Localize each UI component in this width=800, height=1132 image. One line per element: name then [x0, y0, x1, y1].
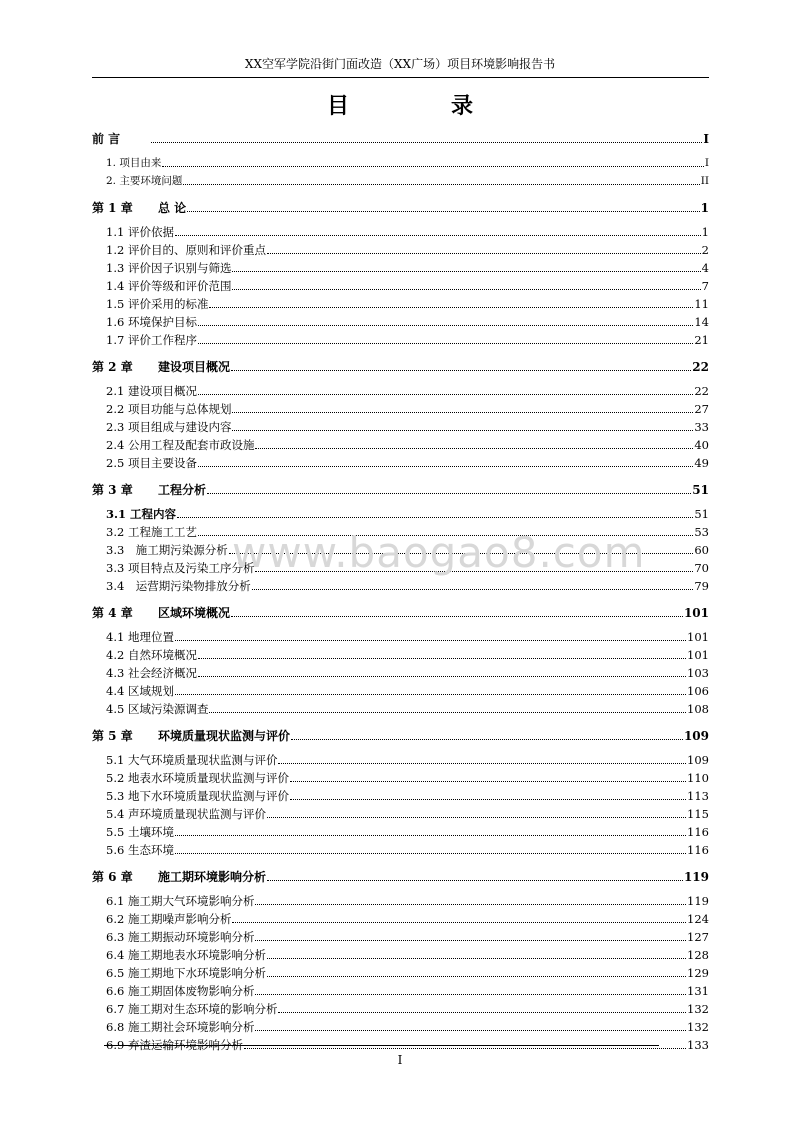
toc-entry-label [106, 456, 197, 470]
toc-entry-number: 5.4 声环境质量现状监测与评价 [106, 807, 266, 821]
toc-entry-label [106, 579, 251, 593]
toc-entry-number: 3.1 工程内容 [106, 507, 177, 521]
toc-entry-label [106, 297, 208, 311]
toc-entry-number: 2. 主要环境问题 [106, 175, 183, 187]
dot-leader [255, 447, 693, 449]
dot-leader [229, 552, 694, 554]
toc-section-entry[interactable] [92, 928, 709, 944]
toc-entry-label [106, 702, 208, 716]
toc-page-number: 22 [692, 360, 709, 374]
toc-entry-label [106, 438, 254, 452]
dot-leader [291, 738, 683, 740]
toc-page-number: 4 [701, 261, 709, 275]
toc-entry-number: 第 4 章 [92, 606, 133, 620]
toc-page-number: 108 [687, 702, 709, 716]
toc-page-number: 49 [694, 456, 709, 470]
toc-page-number: 132 [687, 1020, 709, 1034]
dot-leader [244, 1047, 686, 1049]
toc-page-number: 51 [694, 507, 709, 521]
toc-entry-label [106, 225, 174, 239]
toc-entry-number: 4.5 区域污染源调查 [106, 702, 209, 716]
toc-entry-title: 工程分析 [158, 483, 207, 497]
toc-section-entry[interactable] [92, 751, 709, 767]
toc-entry-number: 前 言 [92, 132, 121, 146]
dot-leader [209, 711, 686, 713]
toc-entry-label [106, 912, 231, 926]
toc-entry-number: 5.3 地下水环境质量现状监测与评价 [106, 789, 289, 803]
running-header: XX空军学院沿街门面改造（XX广场）项目环境影响报告书 [244, 57, 556, 71]
toc-entry-number: 1.1 评价依据 [106, 225, 174, 239]
dot-leader [198, 324, 693, 326]
toc-entry-title: 环境质量现状监测与评价 [158, 729, 291, 743]
watermark: www.baogao8.com [232, 528, 646, 577]
toc-page-number: 132 [687, 1002, 709, 1016]
toc-entry-number: 6.4 施工期地表水环境影响分析 [106, 948, 266, 962]
toc-page-number: 27 [694, 402, 709, 416]
toc-entry-number: 4.3 社会经济概况 [106, 666, 197, 680]
toc-page-number: 106 [687, 684, 709, 698]
toc-entry-label [106, 930, 254, 944]
dot-leader [198, 342, 693, 344]
toc-entry-label [106, 771, 289, 785]
toc-entry-number: 6.5 施工期地下水环境影响分析 [106, 966, 266, 980]
toc-chapter-entry[interactable] [92, 199, 709, 215]
dot-leader [232, 270, 700, 272]
toc-page-number: 22 [694, 384, 709, 398]
toc-entry-label [106, 807, 266, 821]
toc-page-number: 116 [687, 843, 709, 857]
toc-page-number: I [703, 132, 709, 146]
toc-page-number: 116 [687, 825, 709, 839]
toc-page-number: 2 [701, 243, 709, 257]
toc-section-entry[interactable] [92, 382, 709, 398]
dot-leader [267, 879, 683, 881]
dot-leader [175, 693, 686, 695]
toc-entry-number: 4.1 地理位置 [106, 630, 174, 644]
toc-entry-number: 第 1 章 [92, 201, 133, 215]
toc-entry-number: 2.3 项目组成与建设内容 [106, 420, 232, 434]
toc-entry-number: 1.4 评价等级和评价范围 [106, 279, 232, 293]
toc-entry-label [106, 894, 254, 908]
toc-page-number: 14 [694, 315, 709, 329]
dot-leader [151, 141, 702, 143]
toc-section-entry[interactable] [92, 628, 709, 644]
toc-entry-number: 5.1 大气环境质量现状监测与评价 [106, 753, 278, 767]
toc-entry-label [106, 333, 197, 347]
toc-section-entry[interactable] [92, 787, 709, 803]
dot-leader [255, 939, 686, 941]
toc-section-entry[interactable] [92, 964, 709, 980]
toc-entry-label [106, 384, 197, 398]
toc-entry-label [106, 1002, 277, 1016]
toc-entry-number: 2.1 建设项目概况 [106, 384, 197, 398]
toc-entry-number: 3.2 工程施工工艺 [106, 525, 197, 539]
toc-entry-label [92, 870, 266, 884]
toc-page-number: 101 [683, 606, 709, 620]
toc-entry-label [92, 606, 230, 620]
toc-entry-label [92, 132, 150, 146]
toc-entry-number: 1.6 环境保护目标 [106, 315, 197, 329]
dot-leader [198, 393, 693, 395]
toc-page-number: 79 [694, 579, 709, 593]
toc-section-entry[interactable] [92, 400, 709, 416]
toc-section-entry[interactable] [92, 664, 709, 680]
toc-section-entry[interactable] [92, 277, 709, 293]
toc-chapter-entry[interactable] [92, 868, 709, 884]
toc-entry-label [106, 507, 176, 521]
dot-leader [198, 465, 693, 467]
toc-entry-number: 2.2 项目功能与总体规划 [106, 402, 232, 416]
toc-section-entry[interactable] [92, 295, 709, 311]
toc-entry-label [106, 684, 174, 698]
toc-section-entry[interactable] [92, 1036, 709, 1052]
toc-page-number: 101 [687, 630, 709, 644]
toc-entry-label [106, 753, 277, 767]
toc-page-number: 101 [687, 648, 709, 662]
toc-entry-number: 5.6 生态环境 [106, 843, 174, 857]
toc-section-entry[interactable] [92, 982, 709, 998]
dot-leader [290, 798, 686, 800]
toc-section-entry[interactable] [92, 682, 709, 698]
dot-leader [278, 1011, 686, 1013]
toc-section-entry[interactable] [92, 910, 709, 926]
toc-page-number: 133 [687, 1038, 709, 1052]
toc-entry-number: 2.4 公用工程及配套市政设施 [106, 438, 255, 452]
page-number: I [397, 1053, 403, 1067]
toc-page-number: II [700, 175, 709, 187]
toc-entry-label [106, 174, 182, 188]
dot-leader [175, 234, 701, 236]
toc-entry-number: 1.5 评价采用的标准 [106, 297, 209, 311]
toc-page-number: 124 [687, 912, 709, 926]
toc-section-entry[interactable] [92, 841, 709, 857]
dot-leader [231, 615, 683, 617]
dot-leader [232, 411, 693, 413]
toc-entry-label [92, 483, 206, 497]
toc-page-number: 60 [694, 543, 709, 557]
toc-entry-number: 第 5 章 [92, 729, 133, 743]
toc-page-number: 131 [687, 984, 709, 998]
toc-page-number: 119 [683, 870, 709, 884]
dot-leader [183, 183, 699, 185]
toc-section-entry[interactable] [92, 454, 709, 470]
toc-entry-label [106, 525, 197, 539]
toc-entry-label [106, 156, 161, 170]
toc-entry-number: 2.5 项目主要设备 [106, 456, 197, 470]
toc-section-entry[interactable] [92, 700, 709, 716]
toc-section-entry[interactable] [92, 559, 709, 575]
toc-page-number: 1 [700, 201, 709, 215]
toc-entry-label [106, 1020, 254, 1034]
toc-entry-label [106, 561, 254, 575]
toc-entry-label [106, 948, 266, 962]
toc-entry-title: 建设项目概况 [158, 360, 231, 374]
toc-entry-number: 1. 项目由来 [106, 157, 162, 169]
dot-leader [198, 675, 686, 677]
toc-entry-number: 3.3 项目特点及污染工序分析 [106, 561, 255, 575]
toc-entry-label [106, 966, 266, 980]
dot-leader [278, 762, 686, 764]
toc-section-entry[interactable] [92, 172, 709, 188]
toc-section-entry[interactable] [92, 154, 709, 170]
toc-chapter-entry[interactable] [92, 727, 709, 743]
toc-entry-label [92, 201, 186, 215]
toc-entry-number: 4.2 自然环境概况 [106, 648, 197, 662]
dot-leader [231, 369, 691, 371]
toc-page-number: I [704, 157, 709, 169]
toc-entry-number: 6.1 施工期大气环境影响分析 [106, 894, 255, 908]
toc-entry-number: 第 2 章 [92, 360, 133, 374]
toc-section-entry[interactable] [92, 769, 709, 785]
toc-page-number: 109 [683, 729, 709, 743]
dot-leader [290, 780, 686, 782]
toc-section-entry[interactable] [92, 331, 709, 347]
toc-section-entry[interactable] [92, 541, 709, 557]
toc-entry-label [106, 315, 197, 329]
toc-entry-title: 施工期环境影响分析 [158, 870, 267, 884]
dot-leader [198, 534, 693, 536]
dot-leader [207, 492, 691, 494]
toc-entry-label [106, 789, 289, 803]
toc-heading: 目 录 [326, 93, 513, 119]
toc-chapter-entry[interactable] [92, 604, 709, 620]
dot-leader [187, 210, 699, 212]
toc-entry-label [106, 279, 231, 293]
toc-entry-number: 5.5 土壤环境 [106, 825, 174, 839]
toc-section-entry[interactable] [92, 418, 709, 434]
toc-entry-label [106, 420, 231, 434]
toc-entry-label [92, 360, 230, 374]
toc-entry-label [106, 630, 174, 644]
dot-leader [232, 288, 700, 290]
toc-entry-number: 6.3 施工期振动环境影响分析 [106, 930, 255, 944]
toc-entry-label [106, 402, 231, 416]
toc-entry-number: 3.4 运营期污染物排放分析 [106, 579, 251, 593]
toc-entry-number: 5.2 地表水环境质量现状监测与评价 [106, 771, 289, 785]
toc-entry-number: 第 3 章 [92, 483, 133, 497]
dot-leader [198, 657, 686, 659]
dot-leader [175, 852, 686, 854]
dot-leader [267, 975, 686, 977]
toc-page-number: 127 [687, 930, 709, 944]
dot-leader [267, 252, 701, 254]
toc-section-entry[interactable] [92, 823, 709, 839]
toc-section-entry[interactable] [92, 1018, 709, 1034]
toc-page-number: 11 [694, 297, 709, 311]
dot-leader [209, 306, 693, 308]
toc-entry-number: 6.7 施工期对生态环境的影响分析 [106, 1002, 278, 1016]
toc-section-entry[interactable] [92, 1000, 709, 1016]
toc-entry-label [106, 543, 228, 557]
dot-leader [177, 516, 693, 518]
toc-section-entry[interactable] [92, 892, 709, 908]
toc-entry-label [92, 729, 290, 743]
dot-leader [255, 570, 693, 572]
toc-section-entry[interactable] [92, 523, 709, 539]
dot-leader [267, 957, 686, 959]
dot-leader [255, 1029, 686, 1031]
dot-leader [175, 834, 686, 836]
footer-divider [104, 1045, 659, 1046]
toc-page-number: 113 [687, 789, 709, 803]
dot-leader [175, 639, 686, 641]
toc-entry-label [106, 648, 197, 662]
toc-page-number: 128 [687, 948, 709, 962]
toc-section-entry[interactable] [92, 646, 709, 662]
toc-entry-label [106, 843, 174, 857]
dot-leader [267, 816, 686, 818]
dot-leader [252, 588, 694, 590]
toc-page-number: 103 [687, 666, 709, 680]
toc-entry-label [106, 825, 174, 839]
toc-entry-number: 第 6 章 [92, 870, 133, 884]
toc-page-number: 119 [687, 894, 709, 908]
toc-entry-label [106, 666, 197, 680]
toc-entry-number: 6.8 施工期社会环境影响分析 [106, 1020, 255, 1034]
toc-entry-number: 6.9 弃渣运输环境影响分析 [106, 1038, 243, 1052]
header-divider [92, 77, 709, 78]
toc-section-entry[interactable] [92, 946, 709, 962]
toc-chapter-entry[interactable] [92, 481, 709, 497]
toc-section-entry[interactable] [92, 436, 709, 452]
toc-entry-number: 1.7 评价工作程序 [106, 333, 197, 347]
dot-leader [255, 903, 686, 905]
toc-page-number: 129 [687, 966, 709, 980]
toc-section-entry[interactable] [92, 241, 709, 257]
dot-leader [162, 165, 703, 167]
dot-leader [232, 429, 693, 431]
dot-leader [232, 921, 686, 923]
toc-entry-number: 1.3 评价因子识别与筛选 [106, 261, 232, 275]
toc-page-number: 51 [692, 483, 709, 497]
toc-section-entry[interactable] [92, 223, 709, 239]
toc-section-entry[interactable] [92, 505, 709, 521]
toc-entry-label [106, 261, 231, 275]
toc-section-entry[interactable] [92, 805, 709, 821]
toc-entry-number: 1.2 评价目的、原则和评价重点 [106, 243, 266, 257]
toc-chapter-entry[interactable] [92, 130, 709, 146]
toc-page-number: 1 [701, 225, 709, 239]
toc-entry-title: 总 论 [158, 201, 187, 215]
toc-section-entry[interactable] [92, 259, 709, 275]
toc-page-number: 110 [687, 771, 709, 785]
toc-page-number: 109 [687, 753, 709, 767]
toc-page-number: 33 [694, 420, 709, 434]
toc-page-number: 115 [687, 807, 709, 821]
toc-page-number: 7 [701, 279, 709, 293]
dot-leader [255, 993, 686, 995]
toc-entry-number: 4.4 区域规划 [106, 684, 174, 698]
toc-page-number: 70 [694, 561, 709, 575]
toc-entry-number: 6.2 施工期噪声影响分析 [106, 912, 232, 926]
toc-page-number: 40 [694, 438, 709, 452]
toc-entry-title: 区域环境概况 [158, 606, 231, 620]
toc-entry-number: 3.3 施工期污染源分析 [106, 543, 228, 557]
toc-page-number: 53 [694, 525, 709, 539]
toc-section-entry[interactable] [92, 313, 709, 329]
toc-entry-label [106, 984, 254, 998]
toc-entry-label [106, 243, 266, 257]
toc-page-number: 21 [694, 333, 709, 347]
toc-section-entry[interactable] [92, 577, 709, 593]
toc-chapter-entry[interactable] [92, 358, 709, 374]
toc-entry-number: 6.6 施工期固体废物影响分析 [106, 984, 255, 998]
